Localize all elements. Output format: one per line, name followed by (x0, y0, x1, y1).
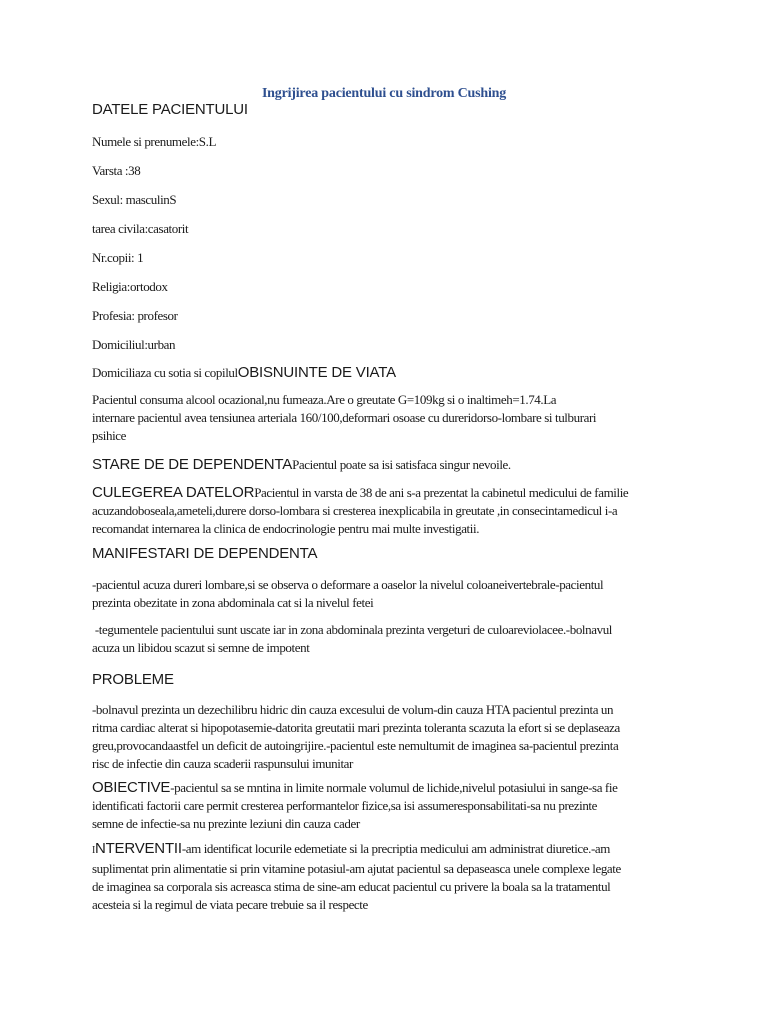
section-heading-interventions: NTERVENTII (94, 840, 182, 857)
paragraph-line: -tegumentele pacientului sunt uscate iar in zona abdominala prezinta vergeturi de culoareviolacee.-bolnavul (92, 622, 613, 637)
interventions-prefix: I (92, 845, 95, 856)
document-title: Ingrijirea pacientului cu sindrom Cushing (261, 86, 507, 101)
paragraph-line: -bolnavul prezinta un dezechilibru hidric din cauza excesului de volum-din cauza HTA pacientul prezinta un (92, 702, 614, 717)
field-religion: Religia:ortodox (92, 279, 168, 294)
paragraph-line: prezinta obezitate in zona abdominala cat si la nivelul fetei (92, 595, 374, 610)
paragraph-line: identificati factorii care permit cresterea performantelor fizice,sa isi assumeresponsabilitati-sa nu prezinte (92, 798, 598, 813)
paragraph-line: semne de infectie-sa nu prezinte leziuni din cauza cader (92, 816, 360, 831)
paragraph-line: de imaginea sa corporala sis acreasca stima de sine-am educat pacientul cu privere la boala sa la tratamentul (92, 879, 611, 894)
paragraph-line: Pacientul in varsta de 38 de ani s-a prezentat la cabinetul medicului de familie (254, 485, 629, 500)
paragraph-line: internare pacientul avea tensiunea arteriala 160/100,deformari osoase cu dureridorso-lombare si tulburari (92, 410, 597, 425)
paragraph-line: -pacientul acuza dureri lombare,si se observa o deformare a oaselor la nivelul coloaneivertebrale-pacientul (92, 577, 604, 592)
paragraph-line: Pacientul consuma alcool ocazional,nu fumeaza.Are o greutate G=109kg si o inaltimeh=1.74.La (92, 392, 557, 407)
dependency-state-text: Pacientul poate sa isi satisfaca singur nevoile. (292, 457, 511, 472)
field-residence: Domiciliul:urban (92, 337, 176, 352)
field-children: Nr.copii: 1 (92, 250, 144, 265)
section-heading-problems: PROBLEME (92, 671, 174, 688)
paragraph-line: psihice (92, 428, 127, 443)
section-heading-dependency-state: STARE DE DE DEPENDENTA (92, 456, 293, 473)
field-profession: Profesia: profesor (92, 308, 178, 323)
interventions-paragraph (92, 840, 692, 914)
paragraph-line: acuza un libidou scazut si semne de impotent (92, 640, 310, 655)
field-sex: Sexul: masculinS (92, 192, 177, 207)
section-heading-patient-data: DATELE PACIENTULUI (92, 101, 248, 118)
habits-intro (92, 364, 692, 382)
field-civil-status: tarea civila:casatorit (92, 221, 189, 236)
habits-paragraph (92, 391, 692, 445)
manifestations-paragraph-1 (92, 576, 692, 612)
section-heading-data-collection: CULEGEREA DATELOR (92, 484, 255, 501)
section-heading-manifestations: MANIFESTARI DE DEPENDENTA (92, 545, 318, 562)
habits-line: Domiciliaza cu sotia si copilul (92, 365, 238, 380)
field-name: Numele si prenumele:S.L (92, 134, 217, 149)
paragraph-line: ritma cardiac alterat si hipopotasemie-datorita greutatii mari prezinta toleranta scazuta la efort si se deplaseaza (92, 720, 620, 735)
data-collection-paragraph (92, 484, 692, 538)
paragraph-line: acesteia si la regimul de viata pecare trebuie sa il respecte (92, 897, 368, 912)
paragraph-line: suplimentat prin alimentatie si prin vitamine potasiul-am ajutat pacientul sa depaseasca unele complexe legate (92, 861, 621, 876)
paragraph-line: -am identificat locurile edemetiate si la precriptia medicului am administrat diuretice.-am (181, 841, 611, 856)
manifestations-paragraph-2 (92, 621, 692, 657)
section-heading-habits: OBISNUINTE DE VIATA (237, 364, 396, 381)
paragraph-line: -pacientul sa se mntina in limite normale volumul de lichide,nivelul potasiului in sange-sa fie (170, 780, 618, 795)
paragraph-line: recomandat internarea la clinica de endocrinologie pentru mai multe investigatii. (92, 521, 480, 536)
paragraph-line: greu,provocandaastfel un deficit de autoingrijire.-pacientul este nemultumit de imaginea sa-pacientul prezinta (92, 738, 619, 753)
dependency-state-paragraph (92, 456, 692, 474)
objectives-paragraph (92, 779, 692, 833)
paragraph-line: acuzandoboseala,ameteli,durere dorso-lombara si cresterea inexplicabila in greutate ,in consecintamedicul i-a (92, 503, 618, 518)
paragraph-line: risc de infectie din cauza scaderii raspunsului imunitar (92, 756, 353, 771)
section-heading-objectives: OBIECTIVE (92, 779, 171, 796)
problems-paragraph (92, 701, 692, 773)
field-age: Varsta :38 (92, 163, 141, 178)
